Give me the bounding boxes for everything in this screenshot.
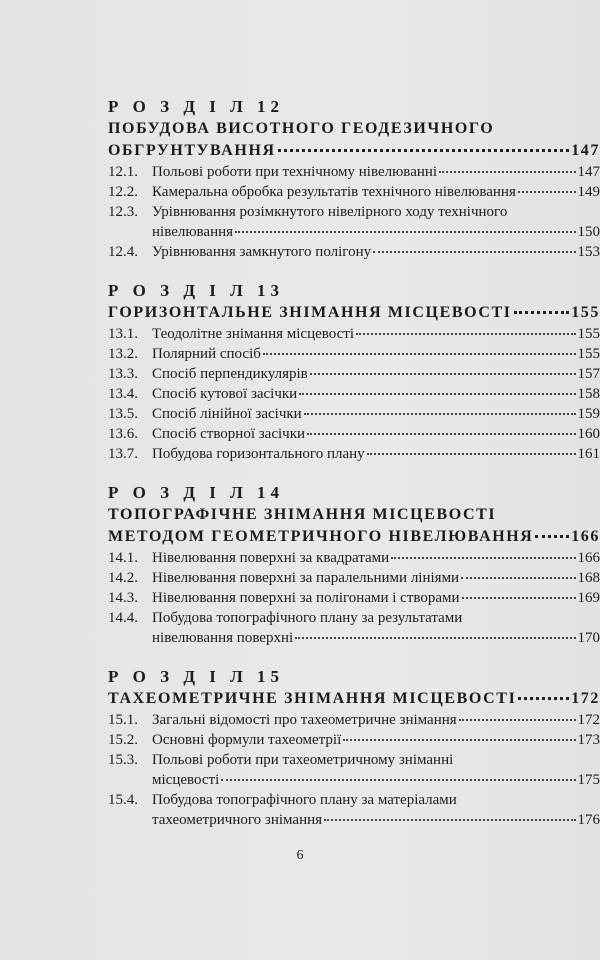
entry-body: [152, 324, 600, 344]
dot-leader: [221, 779, 575, 781]
entry-title-line: Побудова топографічного плану за результатами: [152, 610, 463, 626]
entry-body: [152, 182, 600, 202]
section-heading: Р О З Д І Л 14: [108, 483, 285, 502]
entry-title: місцевості: [152, 772, 220, 788]
toc-entry[interactable]: [108, 324, 600, 344]
entry-number: 13.4.: [108, 386, 138, 402]
entry-number: 13.7.: [108, 446, 138, 462]
entry-last-line: [152, 810, 600, 830]
entry-number: 12.4.: [108, 244, 138, 260]
toc-entry[interactable]: [108, 790, 600, 830]
dot-leader: [263, 353, 576, 355]
entry-last-line: [152, 710, 600, 730]
section-page-number: 155: [571, 304, 600, 321]
entry-last-line: [152, 770, 600, 790]
dot-leader: [391, 557, 575, 559]
toc-section: [108, 666, 600, 830]
entry-last-line: [152, 364, 600, 384]
entry-body: [152, 344, 600, 364]
entry-page-number: 150: [577, 224, 600, 240]
entry-title: Урівнювання замкнутого полігону: [152, 244, 372, 260]
toc-section: [108, 96, 600, 262]
entry-last-line: [152, 444, 600, 464]
toc-entry[interactable]: [108, 588, 600, 608]
entry-page-number: 175: [577, 772, 600, 788]
entry-number: 13.1.: [108, 326, 138, 342]
dot-leader: [367, 453, 576, 455]
section-title-entry[interactable]: [108, 140, 600, 162]
entry-page-number: 153: [577, 244, 600, 260]
toc-entry[interactable]: [108, 444, 600, 464]
dot-leader: [299, 393, 575, 395]
toc-entry[interactable]: [108, 344, 600, 364]
entry-last-line: [152, 588, 600, 608]
dot-leader: [310, 373, 576, 375]
entry-page-number: 149: [577, 184, 600, 200]
toc-entry[interactable]: [108, 710, 600, 730]
section-page-number: 172: [571, 690, 600, 707]
toc-section: [108, 280, 600, 464]
entry-body: [152, 444, 600, 464]
toc-section: [108, 482, 600, 648]
entry-number: 14.3.: [108, 590, 138, 606]
entry-title: Польові роботи при технічному нівелюванні: [152, 164, 438, 180]
entry-title: Нівелювання поверхні за паралельними лініями: [152, 570, 460, 586]
entry-title: Спосіб перпендикулярів: [152, 366, 308, 382]
entry-page-number: 157: [577, 366, 600, 382]
entry-last-line: [152, 344, 600, 364]
section-title: ОБГРУНТУВАННЯ: [108, 142, 276, 159]
entry-body: [152, 424, 600, 444]
entry-title-line: Польові роботи при тахеометричному зніманні: [152, 752, 454, 768]
entry-title-line: Урівнювання розімкнутого нівелірного ходу технічного: [152, 204, 508, 220]
section-heading: Р О З Д І Л 12: [108, 97, 285, 116]
toc-entry[interactable]: [108, 202, 600, 242]
entry-body: [152, 404, 600, 424]
entry-number: 13.6.: [108, 426, 138, 442]
dot-leader: [304, 413, 576, 415]
entry-last-line: [152, 222, 600, 242]
entry-page-number: 173: [577, 732, 600, 748]
toc-entry[interactable]: [108, 730, 600, 750]
toc-entry[interactable]: [108, 242, 600, 262]
entry-page-number: 147: [577, 164, 600, 180]
dot-leader: [514, 311, 570, 314]
entry-title: Нівелювання поверхні за полігонами і створами: [152, 590, 460, 606]
entry-page-number: 169: [577, 590, 600, 606]
dot-leader: [373, 251, 575, 253]
entry-body: [152, 588, 600, 608]
entry-number: 13.3.: [108, 366, 138, 382]
toc-entry[interactable]: [108, 182, 600, 202]
toc-entry[interactable]: [108, 424, 600, 444]
entry-title: нівелювання: [152, 224, 234, 240]
entry-title-line: Побудова топографічного плану за матеріалами: [152, 792, 457, 808]
entry-body: [152, 790, 600, 830]
section-title-entry[interactable]: [108, 302, 600, 324]
toc-entry[interactable]: [108, 750, 600, 790]
entry-body: [152, 548, 600, 568]
entry-page-number: 168: [577, 570, 600, 586]
entry-title: нівелювання поверхні: [152, 630, 294, 646]
toc-entry[interactable]: [108, 608, 600, 648]
entry-title: Загальні відомості про тахеометричне знімання: [152, 712, 457, 728]
entry-last-line: [152, 730, 600, 750]
section-heading: Р О З Д І Л 15: [108, 667, 285, 686]
entry-body: [152, 202, 600, 242]
entry-page-number: 159: [577, 406, 600, 422]
entry-title: Теодолітне знімання місцевості: [152, 326, 355, 342]
section-title: ГОРИЗОНТАЛЬНЕ ЗНІМАННЯ МІСЦЕВОСТІ: [108, 304, 512, 321]
entry-number: 14.4.: [108, 610, 138, 626]
entry-body: [152, 242, 600, 262]
entry-number: 12.2.: [108, 184, 138, 200]
entry-number: 12.1.: [108, 164, 138, 180]
section-title: МЕТОДОМ ГЕОМЕТРИЧНОГО НІВЕЛЮВАННЯ: [108, 528, 534, 545]
entry-page-number: 172: [577, 712, 600, 728]
entry-last-line: [152, 424, 600, 444]
entry-title: Полярний спосіб: [152, 346, 261, 362]
section-title: ТАХЕОМЕТРИЧНЕ ЗНІМАННЯ МІСЦЕВОСТІ: [108, 690, 517, 707]
toc-entry[interactable]: [108, 548, 600, 568]
dot-leader: [461, 577, 575, 579]
entry-title: Спосіб кутової засічки: [152, 386, 298, 402]
entry-body: [152, 162, 600, 182]
entry-number: 15.3.: [108, 752, 138, 768]
entry-title: Спосіб лінійної засічки: [152, 406, 302, 422]
entry-title: Основні формули тахеометрії: [152, 732, 342, 748]
entry-last-line: [152, 182, 600, 202]
entry-page-number: 176: [577, 812, 600, 828]
entry-last-line: [152, 242, 600, 262]
toc-entry[interactable]: [108, 404, 600, 424]
entry-page-number: 155: [577, 346, 600, 362]
entry-body: [152, 384, 600, 404]
entry-page-number: 160: [577, 426, 600, 442]
page-number: 6: [296, 848, 304, 863]
section-page-number: 147: [571, 142, 600, 159]
dot-leader: [278, 149, 570, 152]
dot-leader: [235, 231, 575, 233]
dot-leader: [324, 819, 575, 821]
dot-leader: [462, 597, 576, 599]
entry-body: [152, 568, 600, 588]
entry-title: Нівелювання поверхні за квадратами: [152, 550, 390, 566]
entry-body: [152, 608, 600, 648]
toc-entry[interactable]: [108, 568, 600, 588]
dot-leader: [439, 171, 575, 173]
entry-number: 13.5.: [108, 406, 138, 422]
dot-leader: [518, 191, 576, 193]
dot-leader: [518, 697, 569, 700]
entry-number: 13.2.: [108, 346, 138, 362]
entry-number: 14.2.: [108, 570, 138, 586]
section-title-line: ТОПОГРАФІЧНЕ ЗНІМАННЯ МІСЦЕВОСТІ: [108, 506, 497, 523]
entry-last-line: [152, 404, 600, 424]
dot-leader: [535, 535, 569, 538]
entry-number: 15.2.: [108, 732, 138, 748]
section-heading: Р О З Д І Л 13: [108, 281, 285, 300]
entry-last-line: [152, 628, 600, 648]
dot-leader: [343, 739, 575, 741]
entry-title: Побудова горизонтального плану: [152, 446, 365, 462]
dot-leader: [459, 719, 576, 721]
entry-number: 15.4.: [108, 792, 138, 808]
entry-number: 12.3.: [108, 204, 138, 220]
entry-title: тахеометричного знімання: [152, 812, 323, 828]
entry-body: [152, 364, 600, 384]
entry-number: 14.1.: [108, 550, 138, 566]
entry-last-line: [152, 568, 600, 588]
entry-body: [152, 710, 600, 730]
toc-entry[interactable]: [108, 384, 600, 404]
entry-number: 15.1.: [108, 712, 138, 728]
toc-entry[interactable]: [108, 162, 600, 182]
entry-title: Спосіб створної засічки: [152, 426, 306, 442]
entry-body: [152, 730, 600, 750]
entry-page-number: 155: [577, 326, 600, 342]
entry-last-line: [152, 384, 600, 404]
dot-leader: [307, 433, 575, 435]
entry-body: [152, 750, 600, 790]
dot-leader: [356, 333, 575, 335]
section-page-number: 166: [571, 528, 600, 545]
table-of-contents: [108, 96, 600, 848]
entry-last-line: [152, 324, 600, 344]
entry-page-number: 166: [577, 550, 600, 566]
entry-last-line: [152, 162, 600, 182]
section-title-line: ПОБУДОВА ВИСОТНОГО ГЕОДЕЗИЧНОГО: [108, 120, 495, 137]
dot-leader: [295, 637, 575, 639]
entry-last-line: [152, 548, 600, 568]
entry-page-number: 170: [577, 630, 600, 646]
section-title-entry[interactable]: [108, 688, 600, 710]
entry-page-number: 158: [577, 386, 600, 402]
section-title-entry[interactable]: [108, 526, 600, 548]
entry-page-number: 161: [577, 446, 600, 462]
toc-entry[interactable]: [108, 364, 600, 384]
entry-title: Камеральна обробка результатів технічного нівелювання: [152, 184, 516, 200]
